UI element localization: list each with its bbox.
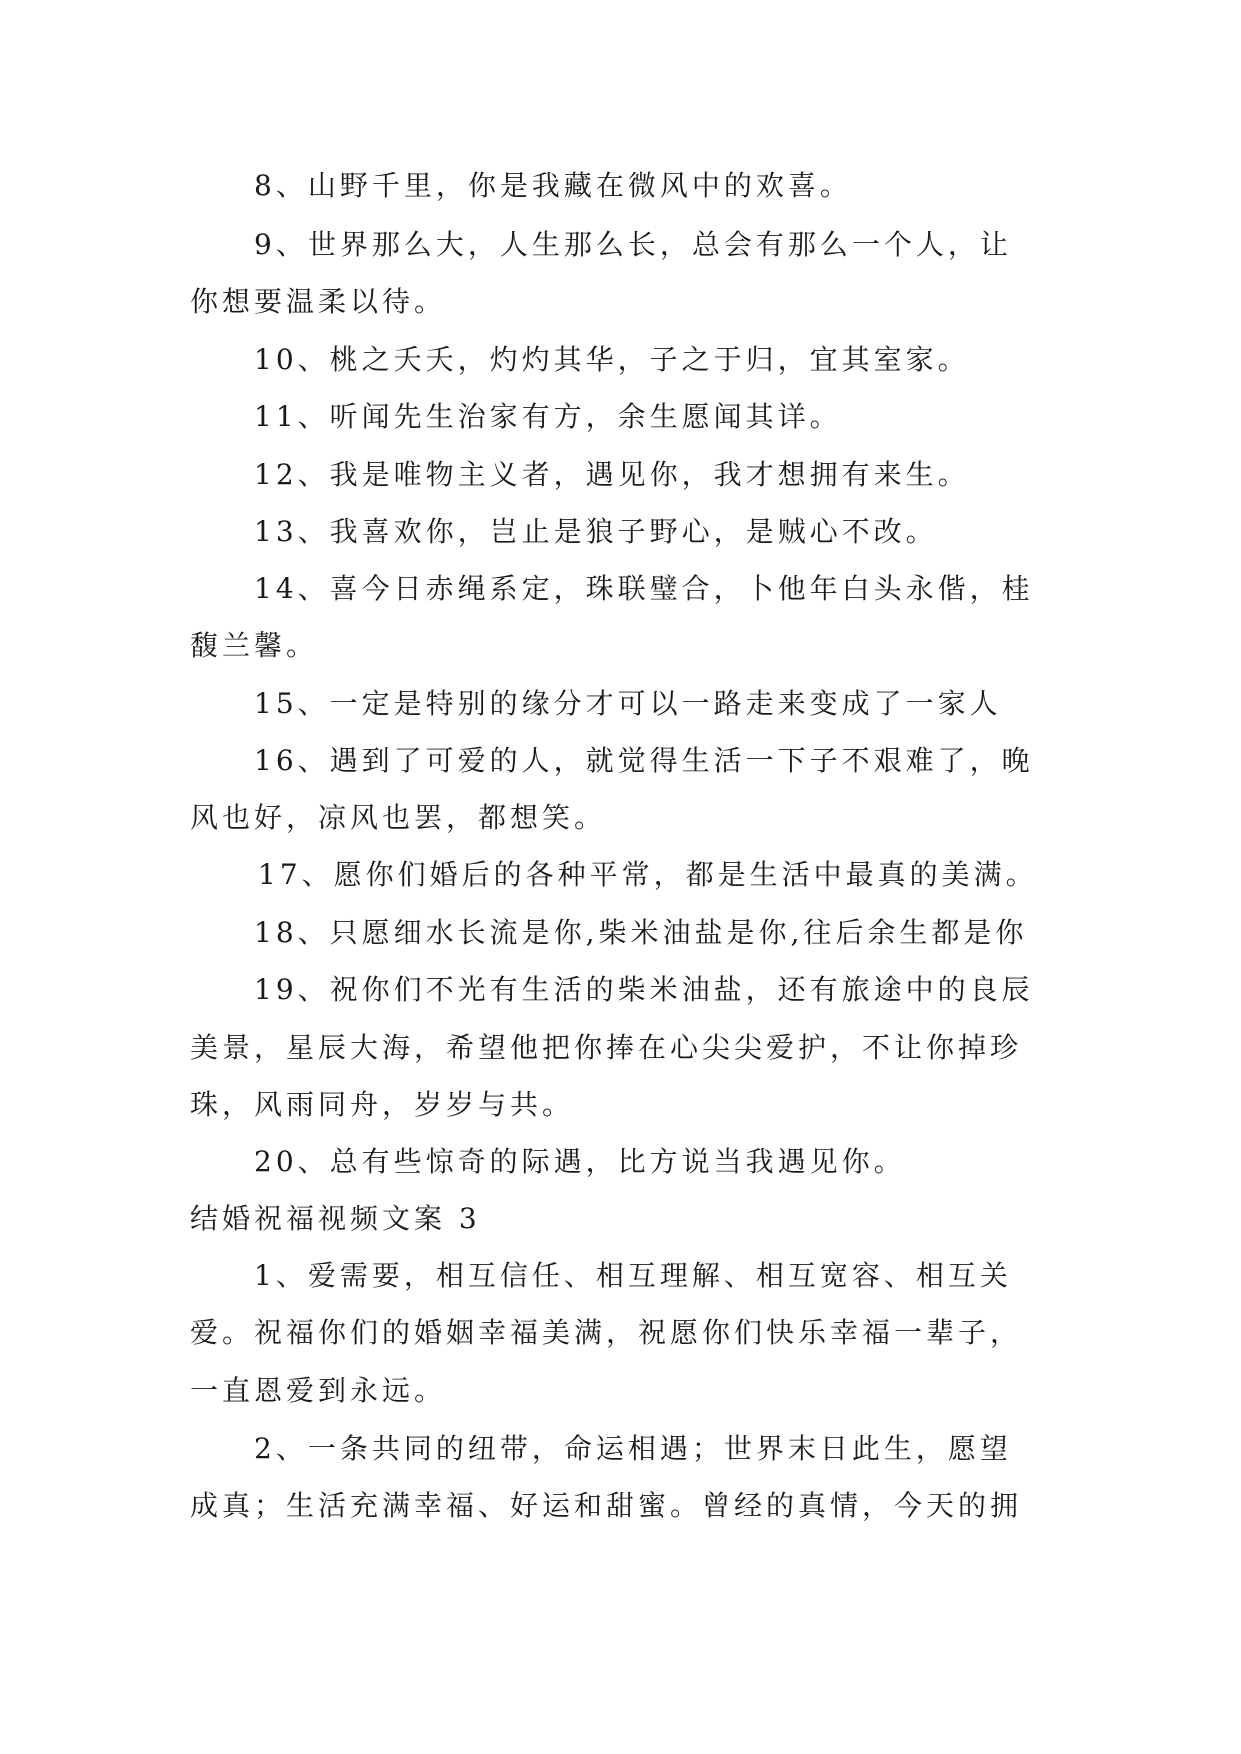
paragraph-line: 11、听闻先生治家有方，余生愿闻其详。 xyxy=(254,400,842,433)
paragraph-line: 风也好，凉风也罢，都想笑。 xyxy=(190,801,607,834)
paragraph-line: 20、总有些惊奇的际遇，比方说当我遇见你。 xyxy=(254,1145,906,1178)
paragraph-line: 爱。祝福你们的婚姻幸福美满，祝愿你们快乐幸福一辈子， xyxy=(190,1316,1023,1349)
paragraph-line: 16、遇到了可爱的人，就觉得生活一下子不艰难了，晚 xyxy=(254,744,1034,777)
paragraph-line: 馥兰馨。 xyxy=(190,629,319,662)
paragraph-line: 12、我是唯物主义者，遇见你，我才想拥有来生。 xyxy=(254,458,970,491)
paragraph-line: 14、喜今日赤绳系定，珠联璧合，卜他年白头永偕，桂 xyxy=(254,572,1034,605)
paragraph-line: 9、世界那么大，人生那么长，总会有那么一个人，让 xyxy=(254,228,1012,261)
paragraph-line: 10、桃之夭夭，灼灼其华，子之于归，宜其室家。 xyxy=(254,343,970,376)
paragraph-line: 15、一定是特别的缘分才可以一路走来变成了一家人 xyxy=(254,687,1002,720)
paragraph-line: 珠，风雨同舟，岁岁与共。 xyxy=(190,1088,575,1121)
paragraph-line: 美景，星辰大海，希望他把你捧在心尖尖爱护，不让你掉珍 xyxy=(190,1031,1023,1064)
paragraph-line: 19、祝你们不光有生活的柴米油盐，还有旅途中的良辰 xyxy=(254,973,1034,1006)
paragraph-line: 你想要温柔以待。 xyxy=(190,285,447,318)
paragraph-line: 8、山野千里，你是我藏在微风中的欢喜。 xyxy=(254,169,852,202)
paragraph-line: 一直恩爱到永远。 xyxy=(190,1374,447,1407)
paragraph-line: 成真；生活充满幸福、好运和甜蜜。曾经的真情，今天的拥 xyxy=(190,1489,1023,1522)
paragraph-line: 2、一条共同的纽带，命运相遇；世界末日此生，愿望 xyxy=(254,1432,1012,1465)
paragraph-line: 17、愿你们婚后的各种平常，都是生活中最真的美满。 xyxy=(258,858,1038,891)
section-heading: 结婚祝福视频文案 3 xyxy=(190,1202,481,1235)
paragraph-line: 1、爱需要，相互信任、相互理解、相互宽容、相互关 xyxy=(254,1259,1012,1292)
paragraph-line: 18、只愿细水长流是你,柴米油盐是你,往后余生都是你 xyxy=(254,916,1028,949)
paragraph-line: 13、我喜欢你，岂止是狼子野心，是贼心不改。 xyxy=(254,515,938,548)
